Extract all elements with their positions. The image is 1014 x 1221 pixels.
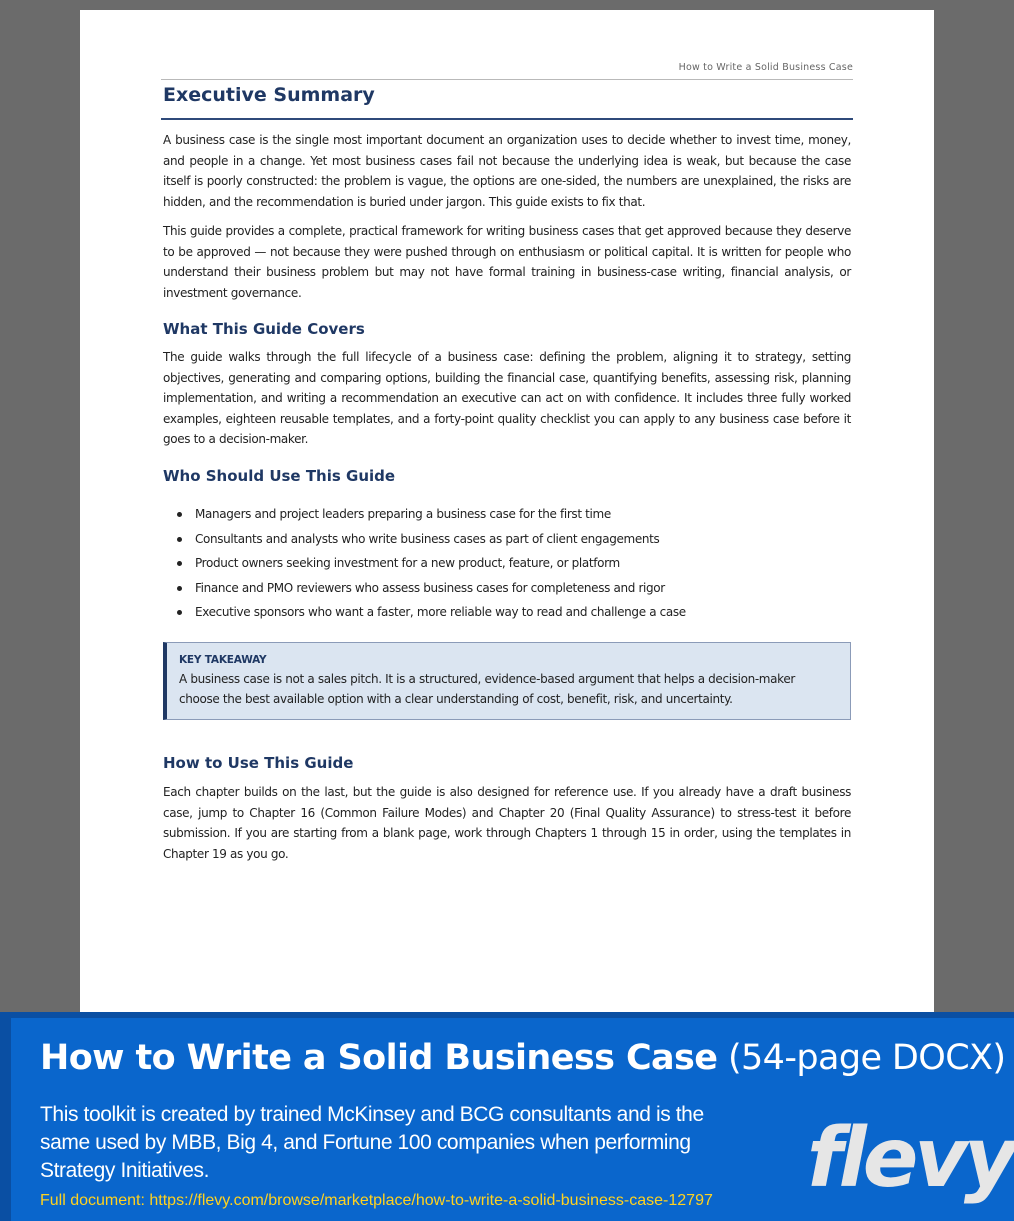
usage-paragraph: Each chapter builds on the last, but the guide is also designed for reference use. If you already have a draft business case, jump to Chapter 16 (Common Failure Modes) and Chapter 20 (Final Quality Assurance) to stress-test it before submission. If you are starting from a blank page, work through Chapters 1 through 15 in order, using the templates in Chapter 19 as you go. <box>163 785 851 861</box>
list-item <box>163 529 851 554</box>
covers-paragraph: The guide walks through the full lifecycle of a business case: defining the problem, aligning it to strategy, setting objectives, generating and comparing options, building the financial case, quantifying benefits, assessing risk, planning implementation, and writing a recommendation an executive can act on with confidence. It includes three fully worked examples, eighteen reusable templates, and a forty-point quality checklist you can apply to any business case before it goes to a decision-maker. <box>163 350 851 446</box>
list-item <box>163 578 851 603</box>
section-heading-usage: How to Use This Guide <box>163 754 354 772</box>
flevy-logo[interactable]: flevy <box>807 1111 1014 1206</box>
banner-description: This toolkit is created by trained McKinsey and BCG consultants and is the same used by MBB, Big 4, and Fortune 100 companies when performing Strategy Initiatives. <box>40 1103 704 1182</box>
page-title: Executive Summary <box>163 84 375 106</box>
list-item-text: Executive sponsors who want a faster, more reliable way to read and challenge a case <box>195 605 686 620</box>
audience-list <box>163 504 851 627</box>
promo-banner-panel <box>11 1018 1014 1221</box>
intro-paragraph-2: This guide provides a complete, practical framework for writing business cases that get approved because they deserve to be approved — not because they were pushed through on enthusiasm or political capital. It is written for people who understand their business problem but may not have formal training in business-case writing, financial analysis, or investment governance. <box>163 224 851 300</box>
banner-title-main: How to Write a Solid Business Case <box>40 1038 718 1078</box>
callout-title: KEY TAKEAWAY <box>179 654 267 666</box>
list-item <box>163 602 851 627</box>
document-link[interactable]: Full document: https://flevy.com/browse/marketplace/how-to-write-a-solid-business-case-12797 <box>40 1192 713 1209</box>
list-item <box>163 504 851 529</box>
header-divider <box>161 79 853 80</box>
bullet-icon <box>177 537 182 542</box>
title-divider <box>161 118 853 120</box>
bullet-icon <box>177 586 182 591</box>
list-item-text: Managers and project leaders preparing a business case for the first time <box>195 507 611 521</box>
bullet-icon <box>177 610 182 615</box>
section-heading-audience: Who Should Use This Guide <box>163 467 396 485</box>
banner-title-suffix: (54-page DOCX) <box>727 1038 1006 1078</box>
promo-banner <box>0 1012 1014 1221</box>
bullet-icon <box>177 512 182 517</box>
banner-title <box>40 1038 1005 1078</box>
list-item-text: Finance and PMO reviewers who assess business cases for completeness and rigor <box>195 580 665 595</box>
running-header: How to Write a Solid Business Case <box>678 62 853 73</box>
bullet-icon <box>177 561 182 566</box>
document-page <box>80 10 934 1020</box>
list-item-text: Consultants and analysts who write business cases as part of client engagements <box>195 531 660 546</box>
list-item <box>163 553 851 578</box>
callout-text: A business case is not a sales pitch. It is a structured, evidence-based argument that helps a decision-maker choose the best available option with a clear understanding of cost, benefit, risk, and uncertainty. <box>179 672 795 706</box>
intro-paragraph-1: A business case is the single most important document an organization uses to decide whether to invest time, money, and people in a change. Yet most business cases fail not because the underlying idea is weak, but because the case itself is poorly constructed: the problem is vague, the options are one-sided, the numbers are unexplained, the risks are hidden, and the recommendation is buried under jargon. This guide exists to fix that. <box>163 133 851 209</box>
key-takeaway-callout <box>163 642 851 720</box>
section-heading-covers: What This Guide Covers <box>163 320 365 338</box>
list-item-text: Product owners seeking investment for a new product, feature, or platform <box>195 556 620 571</box>
